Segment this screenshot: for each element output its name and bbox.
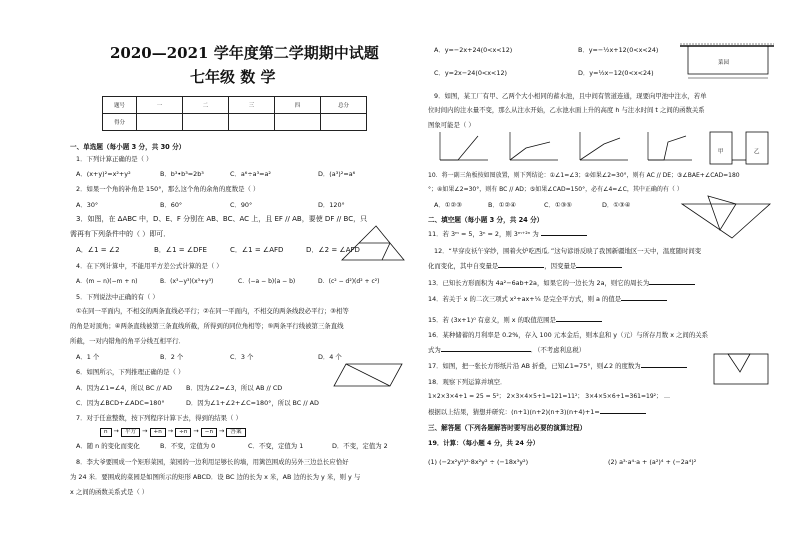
answer-blank[interactable] bbox=[600, 408, 646, 414]
option-a: A．随 n 的变化而变化 bbox=[76, 442, 140, 450]
option-d: D．∠2 = ∠AFD bbox=[306, 246, 360, 254]
option-a: A．(m − n)(−m + n) bbox=[76, 278, 138, 285]
question-text: 11．若 3ᵐ = 5，3ⁿ = 2，则 3ᵐ⁺²ⁿ 为 bbox=[428, 230, 587, 238]
option-d: D．①③④ bbox=[602, 201, 631, 209]
option-b: B．(x³−y³)(x³+y³) bbox=[160, 278, 214, 285]
question-text: 18．观察下列运算并填空． bbox=[428, 378, 507, 386]
parallelogram-figure bbox=[332, 360, 406, 390]
score-cell: 一 bbox=[137, 97, 183, 114]
answer-blank[interactable] bbox=[576, 262, 622, 268]
option-b: B．因为∠2=∠3，所以 AB // CD bbox=[186, 384, 283, 392]
option-d: D．y=½x−12(0<x<24) bbox=[578, 69, 654, 77]
option-a: A．y=−2x+24(0<x<12) bbox=[434, 46, 513, 54]
set-square-figure bbox=[678, 192, 774, 242]
option-a: A．(x+y)²=x²+y² bbox=[76, 170, 131, 178]
question-text: 位时间内的注水量不变，那么从注水开始，乙水池水面上升的高度 h 与注水时间 t 之间的函数关系 bbox=[428, 106, 705, 114]
option-a: A．∠1 = ∠2 bbox=[76, 246, 120, 254]
score-table bbox=[102, 96, 367, 131]
score-cell: 题号 bbox=[103, 97, 137, 114]
score-cell: 总分 bbox=[321, 97, 367, 114]
option-d: D．不变，定值为 2 bbox=[332, 442, 388, 450]
answer-blank[interactable] bbox=[649, 279, 695, 285]
question-text: 14．若关于 x 的二次三项式 x²+ax+¼ 是完全平方式，则 a 的值是 bbox=[428, 295, 667, 303]
question-text: 4．在下列计算中，不能用平方差公式计算的是（ ） bbox=[76, 262, 223, 270]
flow-step: +n bbox=[150, 428, 166, 437]
question-text: 1×2×3×4+1 = 25 = 5²； 2×3×4×5+1=121=11²； 3×4×5×6+1=361=19²； … bbox=[428, 393, 670, 400]
question-text: 5．下列说法中正确的有（ ） bbox=[76, 293, 159, 301]
option-a: A．因为∠1=∠4，所以 BC // AD bbox=[76, 384, 173, 392]
question-text: 式为 ．（不考虑利息税） bbox=[428, 346, 586, 354]
option-c: C．因为∠BCD+∠ADC=180° bbox=[76, 399, 165, 407]
flow-step: n bbox=[100, 428, 112, 437]
answer-blank[interactable] bbox=[541, 230, 587, 236]
option-a: A．30° bbox=[76, 201, 99, 209]
question-text: 12．“早穿皮袄午穿纱，围着火炉吃西瓜．”这句谚语反映了我国新疆地区一天中，温度随时间变 bbox=[434, 247, 702, 255]
flow-step: −n bbox=[201, 428, 217, 437]
question-text: 13．已知长方形面积为 4a²−6ab+2a，如果它的一边长为 2a，则它的周长为 bbox=[428, 279, 695, 287]
question-text: 根据以上结果，猜想并研究：(n+1)(n+2)(n+3)(n+4)+1= bbox=[428, 408, 646, 416]
graph-d bbox=[648, 132, 692, 160]
option-b: B．b³•b³=2b³ bbox=[160, 170, 204, 178]
question-text: 3．如图，在 ΔABC 中，D、E、F 分别在 AB、BC、AC 上，且 EF // AB，要使 DF // BC，只 bbox=[76, 215, 368, 223]
exam-title: 2020—2021 学年度第二学期期中试题 bbox=[110, 44, 379, 62]
option-c: C．∠1 = ∠AFD bbox=[230, 246, 284, 254]
section-heading: 一、单选题（每小题 3 分，共 30 分） bbox=[70, 143, 186, 151]
flow-step: 答案 bbox=[226, 428, 245, 437]
option-d: D．(c² − d²)(d² + c²) bbox=[318, 278, 380, 285]
question-text: (2) a³·a⁴·a + (a²)⁴ + (−2a⁴)² bbox=[608, 458, 697, 466]
program-flowchart: n → 平方 → +n → ÷n → −n → 答案 bbox=[100, 427, 248, 437]
option-c: C．y=2x−24(0<x<12) bbox=[434, 69, 507, 77]
question-text: 16．某种储蓄的月利率是 0.2%，存入 100 元本金后，则本息和 y（元）与所存月数 x 之间的关系 bbox=[428, 331, 708, 339]
option-c: C．90° bbox=[230, 201, 253, 209]
question-text: 19．计算：（每小题 4 分，共 24 分） bbox=[428, 439, 540, 447]
option-c: C．①③⑤ bbox=[544, 201, 573, 209]
section-heading: 三、解答题（下列各题解答时要写出必要的演算过程） bbox=[428, 424, 587, 432]
score-cell: 三 bbox=[229, 97, 275, 114]
right-column bbox=[428, 0, 778, 549]
answer-blank[interactable] bbox=[556, 316, 602, 322]
option-b: B．60° bbox=[160, 201, 183, 209]
answer-blank[interactable] bbox=[621, 295, 667, 301]
tank-label: 乙 bbox=[754, 149, 760, 155]
score-input-cell[interactable] bbox=[183, 114, 229, 131]
question-text: 图象可能是（ ） bbox=[428, 121, 475, 129]
question-text: (1) (−2x²y²)²·8x²y² ÷ (−18x³y²) bbox=[428, 458, 529, 466]
question-text: 需再有下列条件中的（ ）即可． bbox=[70, 230, 171, 238]
answer-blank[interactable] bbox=[441, 346, 531, 352]
score-cell: 得分 bbox=[103, 114, 137, 131]
garden-label: 菜园 bbox=[718, 60, 730, 66]
answer-blank[interactable] bbox=[641, 362, 687, 368]
graph-c bbox=[580, 132, 628, 160]
score-input-cell[interactable] bbox=[229, 114, 275, 131]
score-input-cell[interactable] bbox=[137, 114, 183, 131]
question-text: ①在同一平面内，不相交的两条直线必平行；②在同一平面内，不相交的两条线段必平行；③相等 bbox=[76, 307, 349, 315]
left-column bbox=[70, 0, 408, 549]
option-b: B．不变，定值为 0 bbox=[160, 442, 216, 450]
option-c: C．(−a − b)(a − b) bbox=[238, 278, 296, 285]
question-text: 所截，一对内错角的角平分线互相平行． bbox=[70, 337, 186, 345]
score-input-cell[interactable] bbox=[321, 114, 367, 131]
option-d: D．120° bbox=[318, 201, 345, 209]
answer-blank[interactable] bbox=[498, 262, 544, 268]
graph-b bbox=[510, 132, 558, 160]
score-cell: 二 bbox=[183, 97, 229, 114]
question-text: 6．如图所示，下列推理正确的是（ ） bbox=[76, 368, 185, 376]
question-text: 的角是对顶角；④两条直线被第三条直线所截，所得到的同位角相等；⑤两条平行线被第三条直线 bbox=[70, 322, 344, 330]
option-a: A．①②③ bbox=[434, 201, 462, 209]
question-text: 10．将一副三角板按如图放置，则下列结论：①∠1=∠3；②如果∠2=30°，则有 AC // DE；③∠BAE+∠CAD=180 bbox=[428, 172, 740, 179]
option-c: C．a⁶÷a³=a² bbox=[230, 170, 271, 178]
water-level-graph-options bbox=[434, 130, 694, 164]
question-text: 8．李大爷要围成一个矩形菜园，菜园的一边利用足够长的墙，用篱笆围成的另外三边总长应恰好 bbox=[76, 458, 349, 466]
flow-step: 平方 bbox=[121, 428, 140, 437]
score-cell: 四 bbox=[275, 97, 321, 114]
option-a: A．1 个 bbox=[76, 353, 100, 361]
option-d: D．(a³)²=a⁶ bbox=[318, 170, 356, 178]
tank-label: 甲 bbox=[718, 149, 724, 155]
exam-subtitle: 七年级 数 学 bbox=[190, 68, 276, 86]
option-b: B．①②④ bbox=[488, 201, 516, 209]
flow-step: ÷n bbox=[175, 428, 191, 437]
question-text: 化而变化，其中自变量是 ，因变量是 bbox=[428, 262, 622, 270]
option-d: D．因为∠1+∠2+∠C=180°，所以 BC // AD bbox=[186, 399, 319, 407]
question-text: 15．若 (3x+1)⁰ 有意义，则 x 的取值范围是 bbox=[428, 316, 602, 324]
question-text: 为 24 米．要围成的菜园是如图所示的矩形 ABCD．设 BC 边的长为 x 米，AB 边的长为 y 米，则 y 与 bbox=[70, 473, 361, 481]
option-b: B．y=−½x+12(0<x<24) bbox=[578, 46, 659, 54]
option-c: C．不变，定值为 1 bbox=[248, 442, 304, 450]
option-b: B．2 个 bbox=[160, 353, 184, 361]
section-heading: 二、填空题（每小题 3 分，共 24 分） bbox=[428, 216, 544, 224]
question-text: 17．如图，把一张长方形纸片沿 AB 折叠，已知∠1=75°，则∠2 的度数为 bbox=[428, 362, 687, 370]
option-d: D．4 个 bbox=[318, 353, 342, 361]
graph-a bbox=[440, 132, 488, 160]
score-table-header-row bbox=[103, 97, 367, 114]
triangle-abc-figure bbox=[338, 222, 408, 264]
question-text: 1．下列计算正确的是（ ） bbox=[76, 155, 153, 163]
score-table-score-row bbox=[103, 114, 367, 131]
water-tanks-figure bbox=[706, 128, 772, 166]
option-b: B．∠1 = ∠DFE bbox=[154, 246, 207, 254]
option-c: C．3 个 bbox=[230, 353, 254, 361]
question-text: 7．对于任意整数，按下列程序计算下去，得到的结果（ ） bbox=[76, 414, 242, 422]
question-text: °；④如果∠2=30°，则有 BC // AD；⑤如果∠CAD=150°，必有∠4=∠C，其中正确的有（ ） bbox=[428, 186, 683, 193]
question-text: 2．如果一个角的补角是 150°，那么这个角的余角的度数是（ ） bbox=[76, 185, 260, 193]
folded-paper-figure bbox=[710, 348, 772, 388]
score-input-cell[interactable] bbox=[275, 114, 321, 131]
question-text: 9．如图，某工厂有甲、乙两个大小相同的蓄水池，且中间有管道连通，现要向甲池中注水，若单 bbox=[434, 92, 707, 100]
question-text: x 之间的函数关系式是（ ） bbox=[70, 488, 149, 496]
